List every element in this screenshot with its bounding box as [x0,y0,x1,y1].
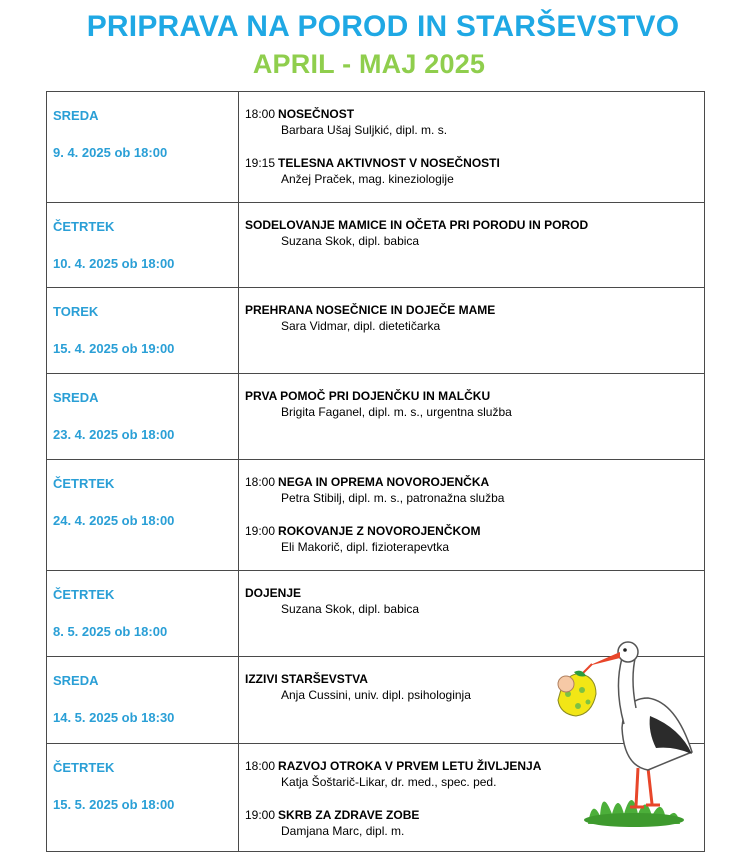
event-speaker: Sara Vidmar, dipl. dietetičarka [281,319,441,333]
page-title: PRIPRAVA NA POROD IN STARŠEVSTVO [86,10,680,43]
session-date: 24. 4. 2025 ob 18:00 [53,513,175,528]
session-date-cell [47,288,239,374]
event-title: DOJENJE [245,586,302,600]
event-time: 19:00 [245,524,276,538]
session-day: SREDA [53,673,99,688]
session-day: ČETRTEK [53,587,115,602]
session-date: 10. 4. 2025 ob 18:00 [53,256,175,271]
session-event [245,523,704,555]
event-speaker: Petra Stibilj, dipl. m. s., patronažna služba [281,491,505,505]
session-event [245,217,704,249]
session-day: ČETRTEK [53,760,115,775]
event-time: 18:00 [245,759,276,773]
session-topics-cell [239,374,705,460]
session-date-cell [47,657,239,744]
session-topics-cell [239,460,705,571]
session-date-cell [47,460,239,571]
event-time: 19:15 [245,156,276,170]
session-date: 23. 4. 2025 ob 18:00 [53,427,175,442]
schedule-row [47,288,705,374]
session-event [245,155,704,187]
session-date: 8. 5. 2025 ob 18:00 [53,624,168,639]
event-title: SODELOVANJE MAMICE IN OČETA PRI PORODU IN POROD [245,218,589,232]
event-time: 18:00 [245,475,276,489]
event-speaker: Eli Makorič, dipl. fizioterapevtka [281,540,450,554]
session-topics-cell [239,288,705,374]
session-day: SREDA [53,108,99,123]
session-day: SREDA [53,390,99,405]
event-title: TELESNA AKTIVNOST V NOSEČNOSTI [278,156,500,170]
session-date: 15. 5. 2025 ob 18:00 [53,797,175,812]
event-title: PREHRANA NOSEČNICE IN DOJEČE MAME [245,303,496,317]
session-date-cell [47,744,239,852]
session-date-cell [47,374,239,460]
session-day: TOREK [53,304,99,319]
session-event [245,388,704,420]
event-title: ROKOVANJE Z NOVOROJENČKOM [278,524,481,538]
session-date: 9. 4. 2025 ob 18:00 [53,145,168,160]
session-date: 14. 5. 2025 ob 18:30 [53,710,175,725]
event-title: NEGA IN OPREMA NOVOROJENČKA [278,475,490,489]
session-date-cell [47,571,239,657]
event-speaker: Suzana Skok, dipl. babica [281,602,420,616]
session-event [245,302,704,334]
event-time: 19:00 [245,808,276,822]
event-title: NOSEČNOST [278,107,355,121]
event-speaker: Barbara Ušaj Suljkić, dipl. m. s. [281,123,448,137]
session-topics-cell [239,92,705,203]
session-date-cell [47,92,239,203]
stork-with-baby-bundle-icon [552,628,702,828]
event-title: RAZVOJ OTROKA V PRVEM LETU ŽIVLJENJA [278,759,542,773]
event-speaker: Katja Šoštarič-Likar, dr. med., spec. ped. [281,775,497,789]
session-day: ČETRTEK [53,476,115,491]
schedule-row [47,374,705,460]
event-title: SKRB ZA ZDRAVE ZOBE [278,808,420,822]
schedule-row [47,203,705,288]
session-date-cell [47,203,239,288]
session-event [245,474,704,506]
session-event [245,585,704,617]
event-title: PRVA POMOČ PRI DOJENČKU IN MALČKU [245,389,491,403]
session-topics-cell [239,203,705,288]
session-date: 15. 4. 2025 ob 19:00 [53,341,175,356]
event-title: IZZIVI STARŠEVSTVA [245,672,368,686]
schedule-row [47,460,705,571]
page-subtitle: APRIL - MAJ 2025 [252,49,486,79]
session-event [245,106,704,138]
session-day: ČETRTEK [53,219,115,234]
event-speaker: Anja Cussini, univ. dipl. psihologinja [281,688,471,702]
event-speaker: Damjana Marc, dipl. m. [281,824,405,838]
event-time: 18:00 [245,107,276,121]
event-speaker: Suzana Skok, dipl. babica [281,234,420,248]
schedule-row [47,92,705,203]
event-speaker: Anžej Praček, mag. kineziologije [281,172,454,186]
event-speaker: Brigita Faganel, dipl. m. s., urgentna služba [281,405,512,419]
